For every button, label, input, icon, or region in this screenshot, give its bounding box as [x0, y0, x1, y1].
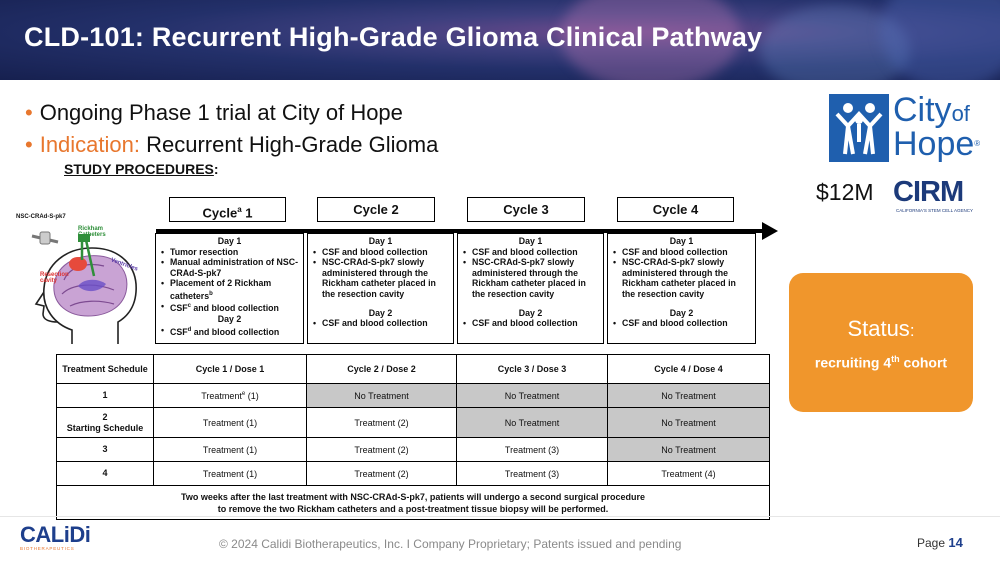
footnote-mark: e	[241, 390, 246, 397]
timeline-arrow-icon	[762, 222, 778, 240]
day-label: Day 2	[669, 307, 694, 318]
table-cell: No Treatment	[608, 408, 770, 438]
study-procedures-colon: :	[213, 161, 219, 177]
procedure-text: and blood collection	[190, 303, 279, 314]
table-row	[57, 384, 770, 408]
status-detail-text: recruiting 4	[814, 354, 892, 371]
procedure-item: • NSC-CRAd-S-pk7 slowly administered through the Rickham catheter placed in the resection cavity	[312, 257, 449, 299]
bullet-dot: •	[25, 132, 33, 157]
day-label: Day 1	[518, 236, 543, 246]
column-header: Cycle 4 / Dose 4	[608, 355, 770, 384]
procedure-list	[312, 318, 449, 329]
table-note	[57, 486, 770, 520]
day-label: Day 1	[368, 236, 393, 246]
column-header: Cycle 1 / Dose 1	[154, 355, 307, 384]
illus-product-label: NSC-CRAd-S-pk7	[16, 214, 66, 220]
procedure-item	[160, 257, 299, 278]
footnote-mark: c	[187, 303, 191, 310]
procedure-item: • CSF and blood collection	[462, 318, 599, 329]
table-cell: No Treatment	[608, 438, 770, 462]
column-header: Cycle 2 / Dose 2	[307, 355, 457, 384]
procedure-text: Manual administration of NSC-CRAd-S-pk7	[170, 257, 299, 278]
page-label: Page	[917, 536, 946, 550]
status-ordinal: th	[891, 354, 900, 364]
table-header-row	[57, 355, 770, 384]
table-row	[57, 438, 770, 462]
procedure-list	[160, 325, 299, 338]
table-cell: Treatment (1)	[154, 438, 307, 462]
coh-of-text: of	[951, 101, 970, 126]
cirm-tagline: CALIFORNIA'S STEM CELL AGENCY	[896, 208, 973, 213]
day-label: Day 2	[518, 307, 543, 318]
footer-divider	[0, 516, 1000, 517]
procedure-item	[160, 247, 299, 258]
procedure-item: • CSF and blood collection	[312, 318, 449, 329]
study-procedures-label	[64, 161, 221, 177]
procedure-item: • CSF and blood collection	[612, 247, 751, 258]
procedure-item: • CSF$^d$ and blood collection	[160, 325, 299, 338]
cycle-header-2: Cycle 2	[317, 197, 435, 222]
status-card	[789, 273, 973, 412]
cycle-footnote: a	[237, 205, 242, 214]
spacer	[462, 300, 599, 308]
row-label	[57, 408, 154, 438]
procedure-text: Tumor resection	[170, 246, 239, 257]
table-cell: Treatment (2)	[307, 408, 457, 438]
procedure-text: Placement of 2 Rickham catheters	[170, 278, 272, 301]
row-sublabel: Starting Schedule	[66, 422, 144, 433]
cirm-logo: CIRM	[893, 176, 964, 208]
treatment-schedule-table	[56, 354, 770, 520]
coh-hope-text: Hope	[893, 125, 975, 163]
bullet-item	[25, 97, 438, 129]
table-cell: No Treatment	[457, 384, 608, 408]
procedure-item	[160, 278, 299, 301]
copyright-text: © 2024 Calidi Biotherapeutics, Inc. I Company Proprietary; Patents issued and pending	[219, 537, 682, 551]
day-label: Day 1	[669, 236, 694, 246]
table-row	[57, 408, 770, 438]
procedure-box-cycle-2	[307, 233, 454, 344]
brain-illustration	[14, 212, 154, 352]
calidi-logo	[20, 524, 102, 554]
status-colon: :	[909, 321, 915, 340]
procedure-item: • NSC-CRAd-S-pk7 slowly administered through the Rickham catheter placed in the resection cavity	[462, 257, 599, 299]
table-cell: Treatment (4)	[608, 462, 770, 486]
cycle-header-3: Cycle 3	[467, 197, 585, 222]
row-label: 3	[57, 438, 154, 462]
procedure-list	[612, 318, 751, 329]
header-banner	[0, 0, 1000, 80]
illus-cavity-label: Resection cavity	[40, 272, 69, 284]
cycle-name: Cycle	[202, 205, 238, 221]
procedure-list	[612, 247, 751, 300]
illus-ventricles-label: Ventricles	[109, 257, 139, 273]
status-label: Status	[847, 316, 910, 341]
column-header: Cycle 3 / Dose 3	[457, 355, 608, 384]
illus-catheters-label: Rickham Catheters	[78, 226, 106, 238]
footnote-mark: d	[187, 326, 192, 333]
spacer	[612, 300, 751, 308]
column-header: Treatment Schedule	[57, 355, 154, 384]
cell-text: Treatment	[201, 390, 242, 401]
procedure-box-cycle-4	[607, 233, 756, 344]
procedure-item: • CSF and blood collection	[462, 247, 599, 258]
bullet-list	[25, 97, 438, 161]
table-cell: Treatment (1)	[154, 408, 307, 438]
funding-amount: $12M	[816, 179, 874, 205]
page-number-value: 14	[948, 535, 963, 550]
cell-suffix: (1)	[245, 390, 259, 401]
table-cell: Treatment (3)	[457, 462, 608, 486]
note-line: to remove the two Rickham catheters and a post-treatment tissue biopsy will be performed.	[217, 503, 609, 514]
table-cell: Treatment (1)	[154, 462, 307, 486]
procedure-list	[462, 247, 599, 300]
table-cell	[154, 384, 307, 408]
table-row	[57, 462, 770, 486]
coh-name-bottom	[893, 126, 980, 162]
table-cell: No Treatment	[307, 384, 457, 408]
procedure-item: • CSF and blood collection	[312, 247, 449, 258]
bullet-text: Recurrent High-Grade Glioma	[140, 132, 439, 157]
bullet-highlight: Indication:	[39, 132, 140, 157]
table-note-row	[57, 486, 770, 520]
procedure-list	[160, 247, 299, 314]
row-number: 2	[102, 411, 108, 422]
calidi-logo-text: CALiDi	[20, 522, 91, 547]
procedure-list	[462, 318, 599, 329]
procedure-list	[312, 247, 449, 300]
cycle-header-4: Cycle 4	[617, 197, 734, 222]
table-cell: Treatment (2)	[307, 462, 457, 486]
day-label: Day 2	[217, 314, 242, 324]
procedure-item: • CSF and blood collection	[612, 318, 751, 329]
table-cell: Treatment (3)	[457, 438, 608, 462]
coh-reg-mark: ®	[974, 139, 981, 148]
status-title	[789, 316, 973, 344]
cycle-number: 1	[241, 205, 253, 221]
study-procedures-text: STUDY PROCEDURES	[64, 161, 214, 177]
spacer	[312, 300, 449, 308]
page-number	[917, 535, 963, 550]
footnote-mark: b	[209, 290, 213, 297]
bullet-item	[25, 129, 438, 161]
coh-city-text: City	[893, 91, 952, 129]
status-detail-text: cohort	[899, 354, 948, 371]
city-of-hope-icon	[829, 94, 889, 162]
day-label: Day 1	[217, 236, 242, 246]
row-label: 1	[57, 384, 154, 408]
procedure-box-cycle-3	[457, 233, 604, 344]
table-cell: No Treatment	[457, 408, 608, 438]
row-label: 4	[57, 462, 154, 486]
cycle-header-1	[169, 197, 286, 222]
banner-glow	[880, 0, 1000, 80]
procedure-text: and blood collection	[191, 326, 280, 337]
city-of-hope-logo	[829, 91, 994, 163]
day-label: Day 2	[368, 307, 393, 318]
note-line: Two weeks after the last treatment with NSC-CRAd-S-pk7, patients will undergo a second surgical procedure	[181, 491, 645, 502]
procedure-box-cycle-1	[155, 233, 304, 344]
status-detail	[789, 354, 973, 371]
slide-title: CLD-101: Recurrent High-Grade Glioma Clinical Pathway	[24, 22, 763, 52]
table-cell: Treatment (2)	[307, 438, 457, 462]
procedure-item: • CSF$^c$ and blood collection	[160, 301, 299, 314]
bullet-text: Ongoing Phase 1 trial at City of Hope	[39, 100, 403, 125]
calidi-logo-sub: BIOTHERAPEUTICS	[20, 546, 75, 551]
procedure-item: • NSC-CRAd-S-pk7 slowly administered through the Rickham catheter placed in the resection cavity	[612, 257, 751, 299]
bullet-dot: •	[25, 100, 33, 125]
table-cell: No Treatment	[608, 384, 770, 408]
